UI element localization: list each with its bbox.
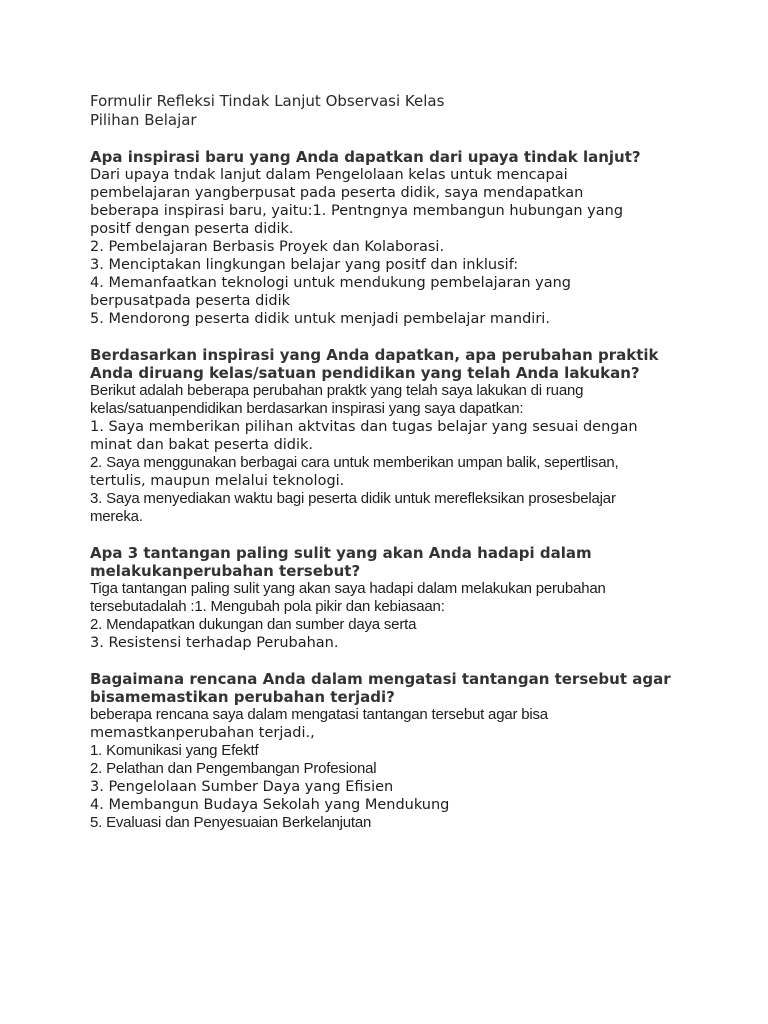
section-inspiration — [90, 148, 690, 328]
question-heading: Apa inspirasi baru yang Anda dapatkan dari upaya tindak lanjut? — [90, 148, 641, 166]
section-challenges — [90, 544, 690, 652]
answer-line: Tiga tantangan paling sulit yang akan saya hadapi dalam melakukan perubahan — [90, 580, 606, 597]
answer-line: 1. Komunikasi yang Efektf — [90, 742, 259, 759]
document-title: Formulir Refleksi Tindak Lanjut Observasi Kelas — [90, 92, 445, 110]
answer-line: 1. Saya memberikan pilihan aktvitas dan tugas belajar yang sesuai dengan — [90, 419, 638, 435]
answer-line: kelas/satuanpendidikan berdasarkan inspirasi yang saya dapatkan: — [90, 400, 524, 417]
answer-line: 3. Saya menyediakan waktu bagi peserta didik untuk mereﬂeksikan prosesbelajar — [90, 490, 616, 507]
answer-line: Berikut adalah beberapa perubahan praktk yang telah saya lakukan di ruang — [90, 382, 584, 399]
document-subtitle: Pilihan Belajar — [90, 111, 197, 129]
document-page — [90, 92, 690, 832]
answer-line: memastkanperubahan terjadi., — [90, 725, 315, 741]
answer-line: 3. Resistensi terhadap Perubahan. — [90, 635, 339, 651]
question-heading: Anda diruang kelas/satuan pendidikan yang telah Anda lakukan? — [90, 364, 640, 382]
answer-line: positf dengan peserta didik. — [90, 221, 294, 237]
answer-line: 4. Membangun Budaya Sekolah yang Mendukung — [90, 797, 450, 813]
answer-line: beberapa inspirasi baru, yaitu:1. Pentngnya membangun hubungan yang — [90, 203, 624, 219]
answer-line: pembelajaran yangberpusat pada peserta didik, saya mendapatkan — [90, 185, 584, 201]
answer-line: 2. Pelathan dan Pengembangan Profesional — [90, 760, 377, 777]
answer-line: tertulis, maupun melalui teknologi. — [90, 473, 345, 489]
question-heading: Apa 3 tantangan paling sulit yang akan Anda hadapi dalam — [90, 544, 592, 562]
question-heading: Berdasarkan inspirasi yang Anda dapatkan, apa perubahan praktik — [90, 346, 659, 364]
answer-line: berpusatpada peserta didik — [90, 293, 290, 309]
answer-line: 3. Pengelolaan Sumber Daya yang Efisien — [90, 779, 394, 795]
answer-line: 4. Memanfaatkan teknologi untuk mendukung pembelajaran yang — [90, 275, 572, 291]
answer-line: Dari upaya tndak lanjut dalam Pengelolaan kelas untuk mencapai — [90, 167, 568, 183]
answer-line: minat dan bakat peserta didik. — [90, 437, 314, 453]
answer-line: 3. Menciptakan lingkungan belajar yang positf dan inklusif: — [90, 257, 519, 273]
answer-line: tersebutadalah :1. Mengubah pola pikir dan kebiasaan: — [90, 598, 445, 615]
question-heading: Bagaimana rencana Anda dalam mengatasi tantangan tersebut agar — [90, 670, 671, 688]
answer-line: 2. Mendapatkan dukungan dan sumber daya serta — [90, 616, 417, 633]
section-plan — [90, 670, 690, 832]
question-heading: bisamemastikan perubahan terjadi? — [90, 688, 395, 706]
answer-line: 2. Pembelajaran Berbasis Proyek dan Kolaborasi. — [90, 239, 445, 255]
answer-line: beberapa rencana saya dalam mengatasi tantangan tersebut agar bisa — [90, 706, 548, 723]
answer-line: 5. Mendorong peserta didik untuk menjadi pembelajar mandiri. — [90, 311, 550, 327]
answer-line: 2. Saya menggunakan berbagai cara untuk memberikan umpan balik, sepertlisan, — [90, 454, 619, 471]
question-heading: melakukanperubahan tersebut? — [90, 562, 361, 580]
section-practice-change — [90, 346, 690, 526]
answer-line: 5. Evaluasi dan Penyesuaian Berkelanjutan — [90, 814, 372, 831]
answer-line: mereka. — [90, 508, 143, 525]
